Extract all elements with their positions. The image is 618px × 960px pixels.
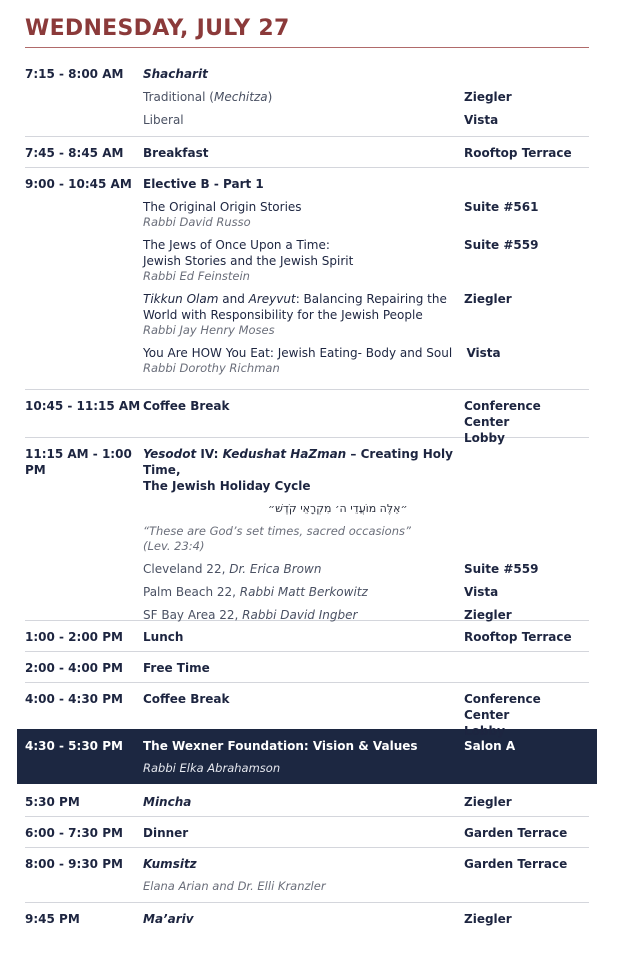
- schedule-row: [25, 817, 589, 848]
- row-time: 1:00 - 2:00 PM: [25, 630, 123, 644]
- row-event: Shacharit: [143, 67, 208, 81]
- session-speaker: Rabbi Jay Henry Moses: [143, 323, 275, 337]
- row-location: Ziegler: [464, 912, 512, 926]
- session-title: You Are HOW You Eat: Jewish Eating- Body and Soul: [143, 346, 453, 360]
- row-location: Conference Center: [464, 399, 541, 429]
- row-event: Breakfast: [143, 146, 209, 160]
- row-time: 11:15 AM - 1:00 PM: [25, 447, 132, 477]
- session-title: Tikkun Olam and Areyvut: Balancing Repairing the: [143, 292, 447, 306]
- row-location-line2: Lobby: [464, 431, 505, 445]
- title-divider: [25, 47, 589, 48]
- session-speaker: Rabbi Ed Feinstein: [143, 269, 250, 283]
- session-speaker: Rabbi Elka Abrahamson: [143, 761, 281, 775]
- row-location: Ziegler: [464, 608, 512, 622]
- row-event: Dinner: [143, 826, 189, 840]
- row-location: Vista: [464, 585, 499, 599]
- row-time: 2:00 - 4:00 PM: [25, 661, 123, 675]
- session-speaker: Rabbi Dorothy Richman: [143, 361, 280, 375]
- row-event: Elective B - Part 1: [143, 177, 264, 191]
- row-event: Lunch: [143, 630, 184, 644]
- row-location: Ziegler: [464, 90, 512, 104]
- row-time: 8:00 - 9:30 PM: [25, 857, 123, 871]
- row-time: 9:00 - 10:45 AM: [25, 177, 132, 191]
- row-event: The Wexner Foundation: Vision & Values: [143, 739, 418, 753]
- schedule-row: [25, 903, 589, 933]
- session-speaker: Elana Arian and Dr. Elli Kranzler: [143, 879, 326, 893]
- schedule-row: [25, 621, 589, 652]
- row-location: Suite #561: [464, 200, 539, 214]
- row-location: Garden Terrace: [464, 826, 568, 840]
- row-location: Salon A: [464, 739, 516, 753]
- group-assignment: Palm Beach 22, Rabbi Matt Berkowitz: [143, 585, 368, 599]
- row-location: Rooftop Terrace: [464, 146, 572, 160]
- row-time: 5:30 PM: [25, 795, 80, 809]
- schedule-row: [25, 786, 589, 817]
- schedule-row: [25, 683, 589, 738]
- session-title-line2: Jewish Stories and the Jewish Spirit: [143, 254, 354, 268]
- row-location: Suite #559: [464, 562, 539, 576]
- row-time: 7:45 - 8:45 AM: [25, 146, 124, 160]
- schedule-row: [25, 168, 589, 390]
- verse-citation: (Lev. 23:4): [143, 539, 205, 553]
- row-location: Vista: [464, 113, 499, 127]
- row-location: Ziegler: [464, 795, 512, 809]
- schedule-row-highlighted: [25, 730, 589, 786]
- schedule: [25, 58, 589, 933]
- page-title: WEDNESDAY, JULY 27: [25, 16, 290, 41]
- session-title-line2: World with Responsibility for the Jewish People: [143, 308, 423, 322]
- schedule-row: [25, 652, 589, 683]
- row-event: Free Time: [143, 661, 210, 675]
- row-event: Kumsitz: [143, 857, 197, 871]
- session-title: The Original Origin Stories: [143, 200, 302, 214]
- row-event: Mincha: [143, 795, 192, 809]
- session-speaker: Rabbi David Russo: [143, 215, 251, 229]
- schedule-row: [25, 848, 589, 903]
- schedule-row: [25, 137, 589, 168]
- sub-event: Traditional (Mechitza): [143, 90, 273, 104]
- row-event: Ma’ariv: [143, 912, 194, 926]
- schedule-row: [25, 390, 589, 445]
- session-title: The Jews of Once Upon a Time:: [143, 238, 330, 252]
- group-assignment: SF Bay Area 22, Rabbi David Ingber: [143, 608, 358, 622]
- row-event: Coffee Break: [143, 399, 230, 413]
- verse-translation: “These are God’s set times, sacred occasions”: [143, 524, 411, 538]
- sub-event: Liberal: [143, 113, 184, 127]
- row-location: Vista: [466, 346, 501, 360]
- schedule-row: [25, 58, 589, 137]
- schedule-row: [25, 438, 589, 621]
- row-time: 10:45 - 11:15 AM: [25, 399, 141, 413]
- row-time: 7:15 - 8:00 AM: [25, 67, 124, 81]
- row-location-line2: Lobby: [464, 724, 505, 738]
- row-time: 6:00 - 7:30 PM: [25, 826, 123, 840]
- row-time: 4:00 - 4:30 PM: [25, 692, 123, 706]
- row-location: Ziegler: [464, 292, 512, 306]
- row-event: Coffee Break: [143, 692, 230, 706]
- row-time: 9:45 PM: [25, 912, 80, 926]
- row-time: 4:30 - 5:30 PM: [25, 739, 123, 753]
- row-location: Garden Terrace: [464, 857, 568, 871]
- row-location: Suite #559: [464, 238, 539, 252]
- hebrew-verse: ״אֵלֶּה מוֹעֲדֵי ה׳ מִקְרָאֵי קֹדֶשׁ״: [268, 502, 408, 515]
- row-location: Conference Center: [464, 692, 541, 722]
- group-assignment: Cleveland 22, Dr. Erica Brown: [143, 562, 322, 576]
- row-event: Yesodot IV: Kedushat HaZman – Creating Holy Time, The Jewish Holiday Cycle: [143, 447, 453, 493]
- row-location: Rooftop Terrace: [464, 630, 572, 644]
